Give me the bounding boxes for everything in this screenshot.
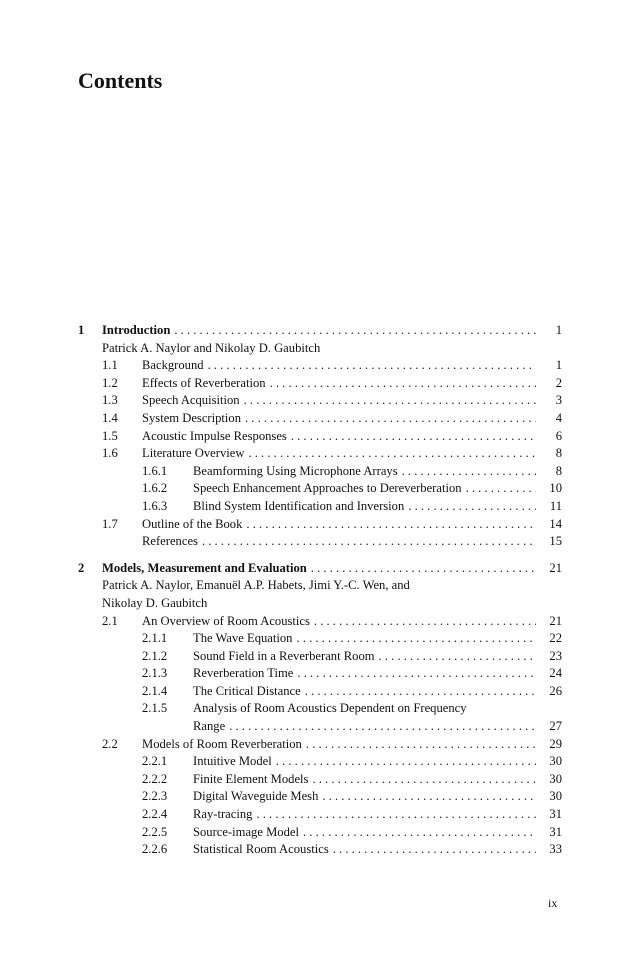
toc-entry-subsection[interactable] xyxy=(78,480,562,498)
author-line: Nikolay D. Gaubitch xyxy=(102,595,208,610)
toc-entry-subsection[interactable] xyxy=(78,498,562,516)
entry-number: 1.7 xyxy=(102,516,118,531)
entry-title[interactable]: Literature Overview xyxy=(142,446,245,461)
entry-body xyxy=(193,788,562,806)
dot-leader xyxy=(276,753,536,771)
entry-page-number: 8 xyxy=(555,463,562,478)
toc-entry-subsection[interactable] xyxy=(78,824,562,842)
entry-title[interactable]: Models of Room Reverberation xyxy=(142,736,302,751)
entry-title[interactable]: Background xyxy=(142,358,204,373)
toc-authors xyxy=(78,340,562,358)
entry-page-number: 4 xyxy=(555,410,562,425)
dot-leader xyxy=(246,516,536,534)
toc-entry-section[interactable] xyxy=(78,375,562,393)
entry-number: 1 xyxy=(78,323,85,337)
entry-body xyxy=(193,463,562,481)
dot-leader xyxy=(244,392,536,410)
entry-number: 2.1.1 xyxy=(142,631,168,646)
entry-number: 2.2.5 xyxy=(142,824,168,839)
dot-leader xyxy=(296,630,536,648)
entry-title[interactable]: Models, Measurement and Evaluation xyxy=(102,560,307,575)
entry-title[interactable]: The Wave Equation xyxy=(193,631,293,646)
dot-leader xyxy=(270,375,536,393)
entry-page-number: 31 xyxy=(549,807,562,822)
entry-title[interactable]: Digital Waveguide Mesh xyxy=(193,789,319,804)
entry-number: 1.3 xyxy=(102,393,118,408)
dot-leader xyxy=(305,683,536,701)
chapter-gap xyxy=(78,551,562,560)
entry-body xyxy=(193,498,562,516)
entry-number: 1.6.2 xyxy=(142,481,168,496)
entry-title[interactable]: Reverberation Time xyxy=(193,666,294,681)
toc-entry-section[interactable] xyxy=(78,516,562,534)
author-line: Patrick A. Naylor and Nikolay D. Gaubitch xyxy=(102,340,321,355)
dot-leader xyxy=(202,533,536,551)
entry-number: 2.2.2 xyxy=(142,771,168,786)
entry-title[interactable]: Introduction xyxy=(102,323,171,337)
entry-page-number: 8 xyxy=(555,446,562,461)
toc-authors xyxy=(78,577,562,595)
entry-body xyxy=(142,445,562,463)
entry-body xyxy=(193,753,562,771)
dot-leader xyxy=(229,718,536,736)
entry-page-number: 22 xyxy=(549,631,562,646)
entry-page-number: 3 xyxy=(555,393,562,408)
entry-page-number: 6 xyxy=(555,428,562,443)
toc-authors xyxy=(78,595,562,613)
toc-entry-subsection[interactable] xyxy=(78,771,562,789)
entry-body xyxy=(102,560,562,578)
entry-number: 1.4 xyxy=(102,410,118,425)
page-number: ix xyxy=(548,896,558,910)
table-of-contents xyxy=(78,322,562,859)
entry-title[interactable]: Blind System Identification and Inversion xyxy=(193,498,405,513)
dot-leader xyxy=(379,648,536,666)
entry-page-number: 31 xyxy=(549,824,562,839)
dot-leader xyxy=(312,771,536,789)
entry-page-number: 2 xyxy=(555,375,562,390)
toc-entry-section[interactable] xyxy=(78,357,562,375)
entry-title[interactable]: Beamforming Using Microphone Arrays xyxy=(193,463,398,478)
entry-page-number: 29 xyxy=(549,736,562,751)
entry-title[interactable]: Intuitive Model xyxy=(193,754,272,769)
toc-entry-subsection[interactable] xyxy=(78,463,562,481)
entry-title[interactable]: Outline of the Book xyxy=(142,516,243,531)
page-title: Contents xyxy=(78,68,163,93)
entry-page-number: 14 xyxy=(549,516,562,531)
entry-body xyxy=(102,322,562,340)
entry-title[interactable]: The Critical Distance xyxy=(193,683,301,698)
entry-page-number: 27 xyxy=(549,719,562,734)
entry-number: 2.2.6 xyxy=(142,842,168,857)
entry-number: 2 xyxy=(78,560,85,575)
entry-body xyxy=(142,516,562,534)
dot-leader xyxy=(408,498,536,516)
entry-body xyxy=(142,428,562,446)
toc-entry-section[interactable] xyxy=(78,736,562,754)
dot-leader xyxy=(174,322,536,340)
entry-body xyxy=(193,771,562,789)
dot-leader xyxy=(402,463,536,481)
entry-body xyxy=(142,533,562,551)
toc-entry-subsection[interactable] xyxy=(78,841,562,859)
toc-entry-subsection[interactable] xyxy=(78,683,562,701)
entry-page-number: 26 xyxy=(549,683,562,698)
toc-entry-subsection[interactable] xyxy=(78,630,562,648)
toc-entry-chapter[interactable] xyxy=(78,322,562,340)
entry-number: 2.1 xyxy=(102,613,118,628)
toc-entry-subsection[interactable] xyxy=(78,806,562,824)
entry-body xyxy=(193,824,562,842)
entry-page-number: 1 xyxy=(555,358,562,373)
toc-entry-chapter[interactable] xyxy=(78,560,562,578)
entry-body xyxy=(193,648,562,666)
entry-page-number: 1 xyxy=(555,323,562,337)
entry-number: 2.2 xyxy=(102,736,118,751)
toc-entry-section[interactable] xyxy=(78,445,562,463)
dot-leader xyxy=(245,410,536,428)
entry-page-number: 10 xyxy=(549,481,562,496)
toc-entry-continuation[interactable] xyxy=(78,718,562,736)
entry-body xyxy=(142,410,562,428)
entry-body xyxy=(193,841,562,859)
dot-leader xyxy=(208,357,536,375)
dot-leader xyxy=(466,480,536,498)
dot-leader xyxy=(314,613,536,631)
entry-title[interactable]: Effects of Reverberation xyxy=(142,375,266,390)
dot-leader xyxy=(306,736,536,754)
toc-entry-subsection[interactable] xyxy=(78,788,562,806)
entry-page-number: 21 xyxy=(549,613,562,628)
dot-leader xyxy=(297,665,536,683)
dot-leader xyxy=(256,806,536,824)
entry-title[interactable]: Source-image Model xyxy=(193,824,299,839)
dot-leader xyxy=(311,560,536,578)
entry-title[interactable]: System Description xyxy=(142,410,241,425)
entry-page-number: 24 xyxy=(549,666,562,681)
entry-title[interactable]: Range xyxy=(193,719,226,734)
entry-number: 2.1.4 xyxy=(142,683,168,698)
dot-leader xyxy=(291,428,536,446)
toc-entry-subsection[interactable] xyxy=(78,753,562,771)
entry-body xyxy=(142,392,562,410)
entry-number: 1.6 xyxy=(102,446,118,461)
entry-title[interactable]: Acoustic Impulse Responses xyxy=(142,428,287,443)
entry-title[interactable]: Statistical Room Acoustics xyxy=(193,842,329,857)
entry-page-number: 23 xyxy=(549,648,562,663)
entry-body xyxy=(193,700,562,718)
toc-entry-section[interactable] xyxy=(78,428,562,446)
entry-number: 2.1.2 xyxy=(142,648,168,663)
entry-title[interactable]: Ray-tracing xyxy=(193,807,253,822)
entry-page-number: 21 xyxy=(549,560,562,575)
entry-number: 1.1 xyxy=(102,358,118,373)
entry-page-number: 11 xyxy=(549,498,562,513)
entry-body xyxy=(193,480,562,498)
entry-number: 2.1.3 xyxy=(142,666,168,681)
entry-title[interactable]: References xyxy=(142,534,198,549)
entry-number: 1.6.1 xyxy=(142,463,168,478)
entry-title[interactable]: An Overview of Room Acoustics xyxy=(142,613,310,628)
entry-number: 2.1.5 xyxy=(142,701,168,716)
entry-number: 2.2.1 xyxy=(142,754,168,769)
entry-page-number: 15 xyxy=(549,534,562,549)
entry-page-number: 30 xyxy=(549,771,562,786)
entry-body xyxy=(142,736,562,754)
entry-page-number: 30 xyxy=(549,789,562,804)
entry-title[interactable]: Finite Element Models xyxy=(193,771,309,786)
toc-entry-section[interactable] xyxy=(78,613,562,631)
entry-number: 1.5 xyxy=(102,428,118,443)
entry-body xyxy=(193,806,562,824)
entry-body xyxy=(142,357,562,375)
entry-number: 1.6.3 xyxy=(142,498,168,513)
entry-body xyxy=(193,683,562,701)
entry-title[interactable]: Speech Acquisition xyxy=(142,393,240,408)
entry-number: 2.2.3 xyxy=(142,789,168,804)
dot-leader xyxy=(322,788,536,806)
entry-page-number: 33 xyxy=(549,842,562,857)
toc-entry-section[interactable] xyxy=(78,392,562,410)
toc-entry-references[interactable] xyxy=(78,533,562,551)
dot-leader xyxy=(248,445,536,463)
entry-title[interactable]: Analysis of Room Acoustics Dependent on Frequency xyxy=(193,701,467,716)
entry-body xyxy=(193,665,562,683)
entry-body xyxy=(193,630,562,648)
dot-leader xyxy=(333,841,536,859)
entry-page-number: 30 xyxy=(549,754,562,769)
entry-number: 1.2 xyxy=(102,375,118,390)
toc-entry-subsection[interactable] xyxy=(78,648,562,666)
toc-entry-subsection-open[interactable] xyxy=(78,700,562,718)
dot-leader xyxy=(303,824,536,842)
entry-number: 2.2.4 xyxy=(142,807,168,822)
author-line: Patrick A. Naylor, Emanuël A.P. Habets, Jimi Y.-C. Wen, and xyxy=(102,578,410,593)
entry-body xyxy=(142,375,562,393)
toc-entry-section[interactable] xyxy=(78,410,562,428)
entry-body xyxy=(193,718,562,736)
entry-body xyxy=(142,613,562,631)
entry-title[interactable]: Speech Enhancement Approaches to Dereverberation xyxy=(193,481,462,496)
toc-entry-subsection[interactable] xyxy=(78,665,562,683)
entry-title[interactable]: Sound Field in a Reverberant Room xyxy=(193,648,375,663)
